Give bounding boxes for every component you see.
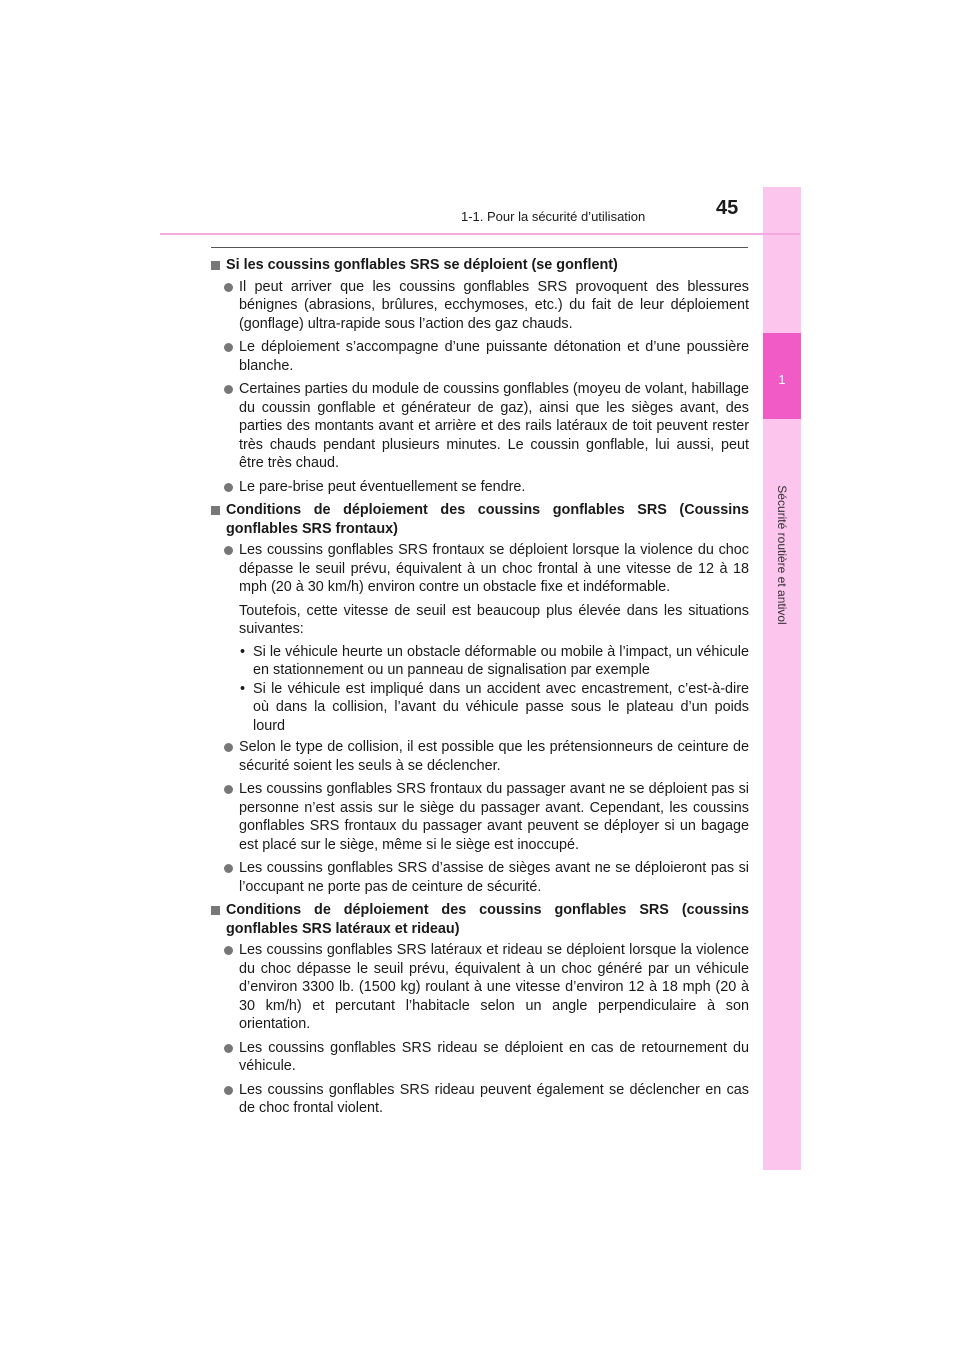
list-item: Il peut arriver que les coussins gonflables SRS provoquent des blessures bénignes (abrasions, brûlures, ecchymoses, etc.) du fait de leur déploiement (gonflage) ultra-rapide sous l’action des gaz chauds. — [211, 278, 749, 334]
content-rule — [211, 247, 748, 248]
chapter-number: 1 — [778, 372, 786, 387]
list-item: Le pare-brise peut éventuellement se fendre. — [211, 478, 749, 497]
page-number: 45 — [716, 197, 739, 219]
circle-bullet-icon — [224, 483, 233, 492]
header-divider — [160, 233, 800, 235]
list-item: Les coussins gonflables SRS frontaux du passager avant ne se déploient pas si personne n’est assis sur le siège du passager avant. Cependant, les coussins gonflables SRS frontaux du passager avant peuvent se déployer si un bagage est placé sur le siège, même si le siège est inoccupé. — [211, 780, 749, 854]
section-deployment-effects — [211, 256, 749, 496]
list-item: Les coussins gonflables SRS frontaux se déploient lorsque la violence du choc dépasse le seuil prévu, équivalent à un choc frontal à une vitesse de 12 à 18 mph (20 à 30 km/h) environ contre un obstacle fixe et indéformable. — [211, 541, 749, 597]
circle-bullet-icon — [224, 743, 233, 752]
section-heading: Conditions de déploiement des coussins gonflables SRS (Coussins gonflables SRS frontaux) — [211, 501, 749, 538]
circle-bullet-icon — [224, 343, 233, 352]
section-side-curtain-conditions — [211, 901, 749, 1118]
circle-bullet-icon — [224, 283, 233, 292]
circle-bullet-icon — [224, 946, 233, 955]
list-item: Les coussins gonflables SRS rideau peuvent également se déclencher en cas de choc frontal violent. — [211, 1081, 749, 1118]
sub-list — [211, 643, 749, 736]
page-content — [211, 256, 749, 1123]
circle-bullet-icon — [224, 546, 233, 555]
dot-marker-icon: • — [240, 680, 246, 697]
list-item: Selon le type de collision, il est possible que les prétensionneurs de ceinture de sécurité soient les seuls à se déclencher. — [211, 738, 749, 775]
circle-bullet-icon — [224, 785, 233, 794]
section-title: 1-1. Pour la sécurité d’utilisation — [461, 209, 646, 224]
list-item: Certaines parties du module de coussins gonflables (moyeu de volant, habillage du coussin gonflable et générateur de gaz), ainsi que les sièges avant, des parties des montants avant et arrière et des rails latéraux de toit peuvent rester très chauds pendant plusieurs minutes. Le coussin gonflable, lui aussi, peut être très chaud. — [211, 380, 749, 473]
section-frontal-conditions — [211, 501, 749, 896]
circle-bullet-icon — [224, 1086, 233, 1095]
list-item: Le déploiement s’accompagne d’une puissante détonation et d’une poussière blanche. — [211, 338, 749, 375]
sub-list-item: • Si le véhicule est impliqué dans un accident avec encastrement, c’est-à-dire où dans la collision, l’avant du véhicule passe sous le plateau d’un poids lourd — [240, 680, 749, 734]
square-bullet-icon — [211, 506, 220, 515]
circle-bullet-icon — [224, 385, 233, 394]
list-item: Les coussins gonflables SRS rideau se déploient en cas de retournement du véhicule. — [211, 1039, 749, 1076]
square-bullet-icon — [211, 261, 220, 270]
list-item: Les coussins gonflables SRS latéraux et rideau se déploient lorsque la violence du choc dépasse le seuil prévu, équivalent à un choc généré par un véhicule d’environ 3300 lb. (1500 kg) roulant à une vitesse d’environ 12 à 18 mph (20 à 30 km/h) et percutant l’habitacle selon un angle perpendiculaire à son orientation. — [211, 941, 749, 1034]
note-paragraph: Toutefois, cette vitesse de seuil est beaucoup plus élevée dans les situations suivantes: — [239, 602, 749, 637]
list-item: Les coussins gonflables SRS d’assise de sièges avant ne se déploieront pas si l’occupant ne porte pas de ceinture de sécurité. — [211, 859, 749, 896]
circle-bullet-icon — [224, 864, 233, 873]
square-bullet-icon — [211, 906, 220, 915]
chapter-title: Sécurité routière et antivol — [775, 485, 789, 625]
section-heading: Conditions de déploiement des coussins gonflables SRS (coussins gonflables SRS latéraux et rideau) — [211, 901, 749, 938]
section-heading: Si les coussins gonflables SRS se déploient (se gonflent) — [211, 256, 749, 275]
dot-marker-icon: • — [240, 643, 246, 660]
circle-bullet-icon — [224, 1044, 233, 1053]
sub-list-item: • Si le véhicule heurte un obstacle déformable ou mobile à l’impact, un véhicule en stationnement ou un panneau de signalisation par exemple — [240, 643, 749, 678]
